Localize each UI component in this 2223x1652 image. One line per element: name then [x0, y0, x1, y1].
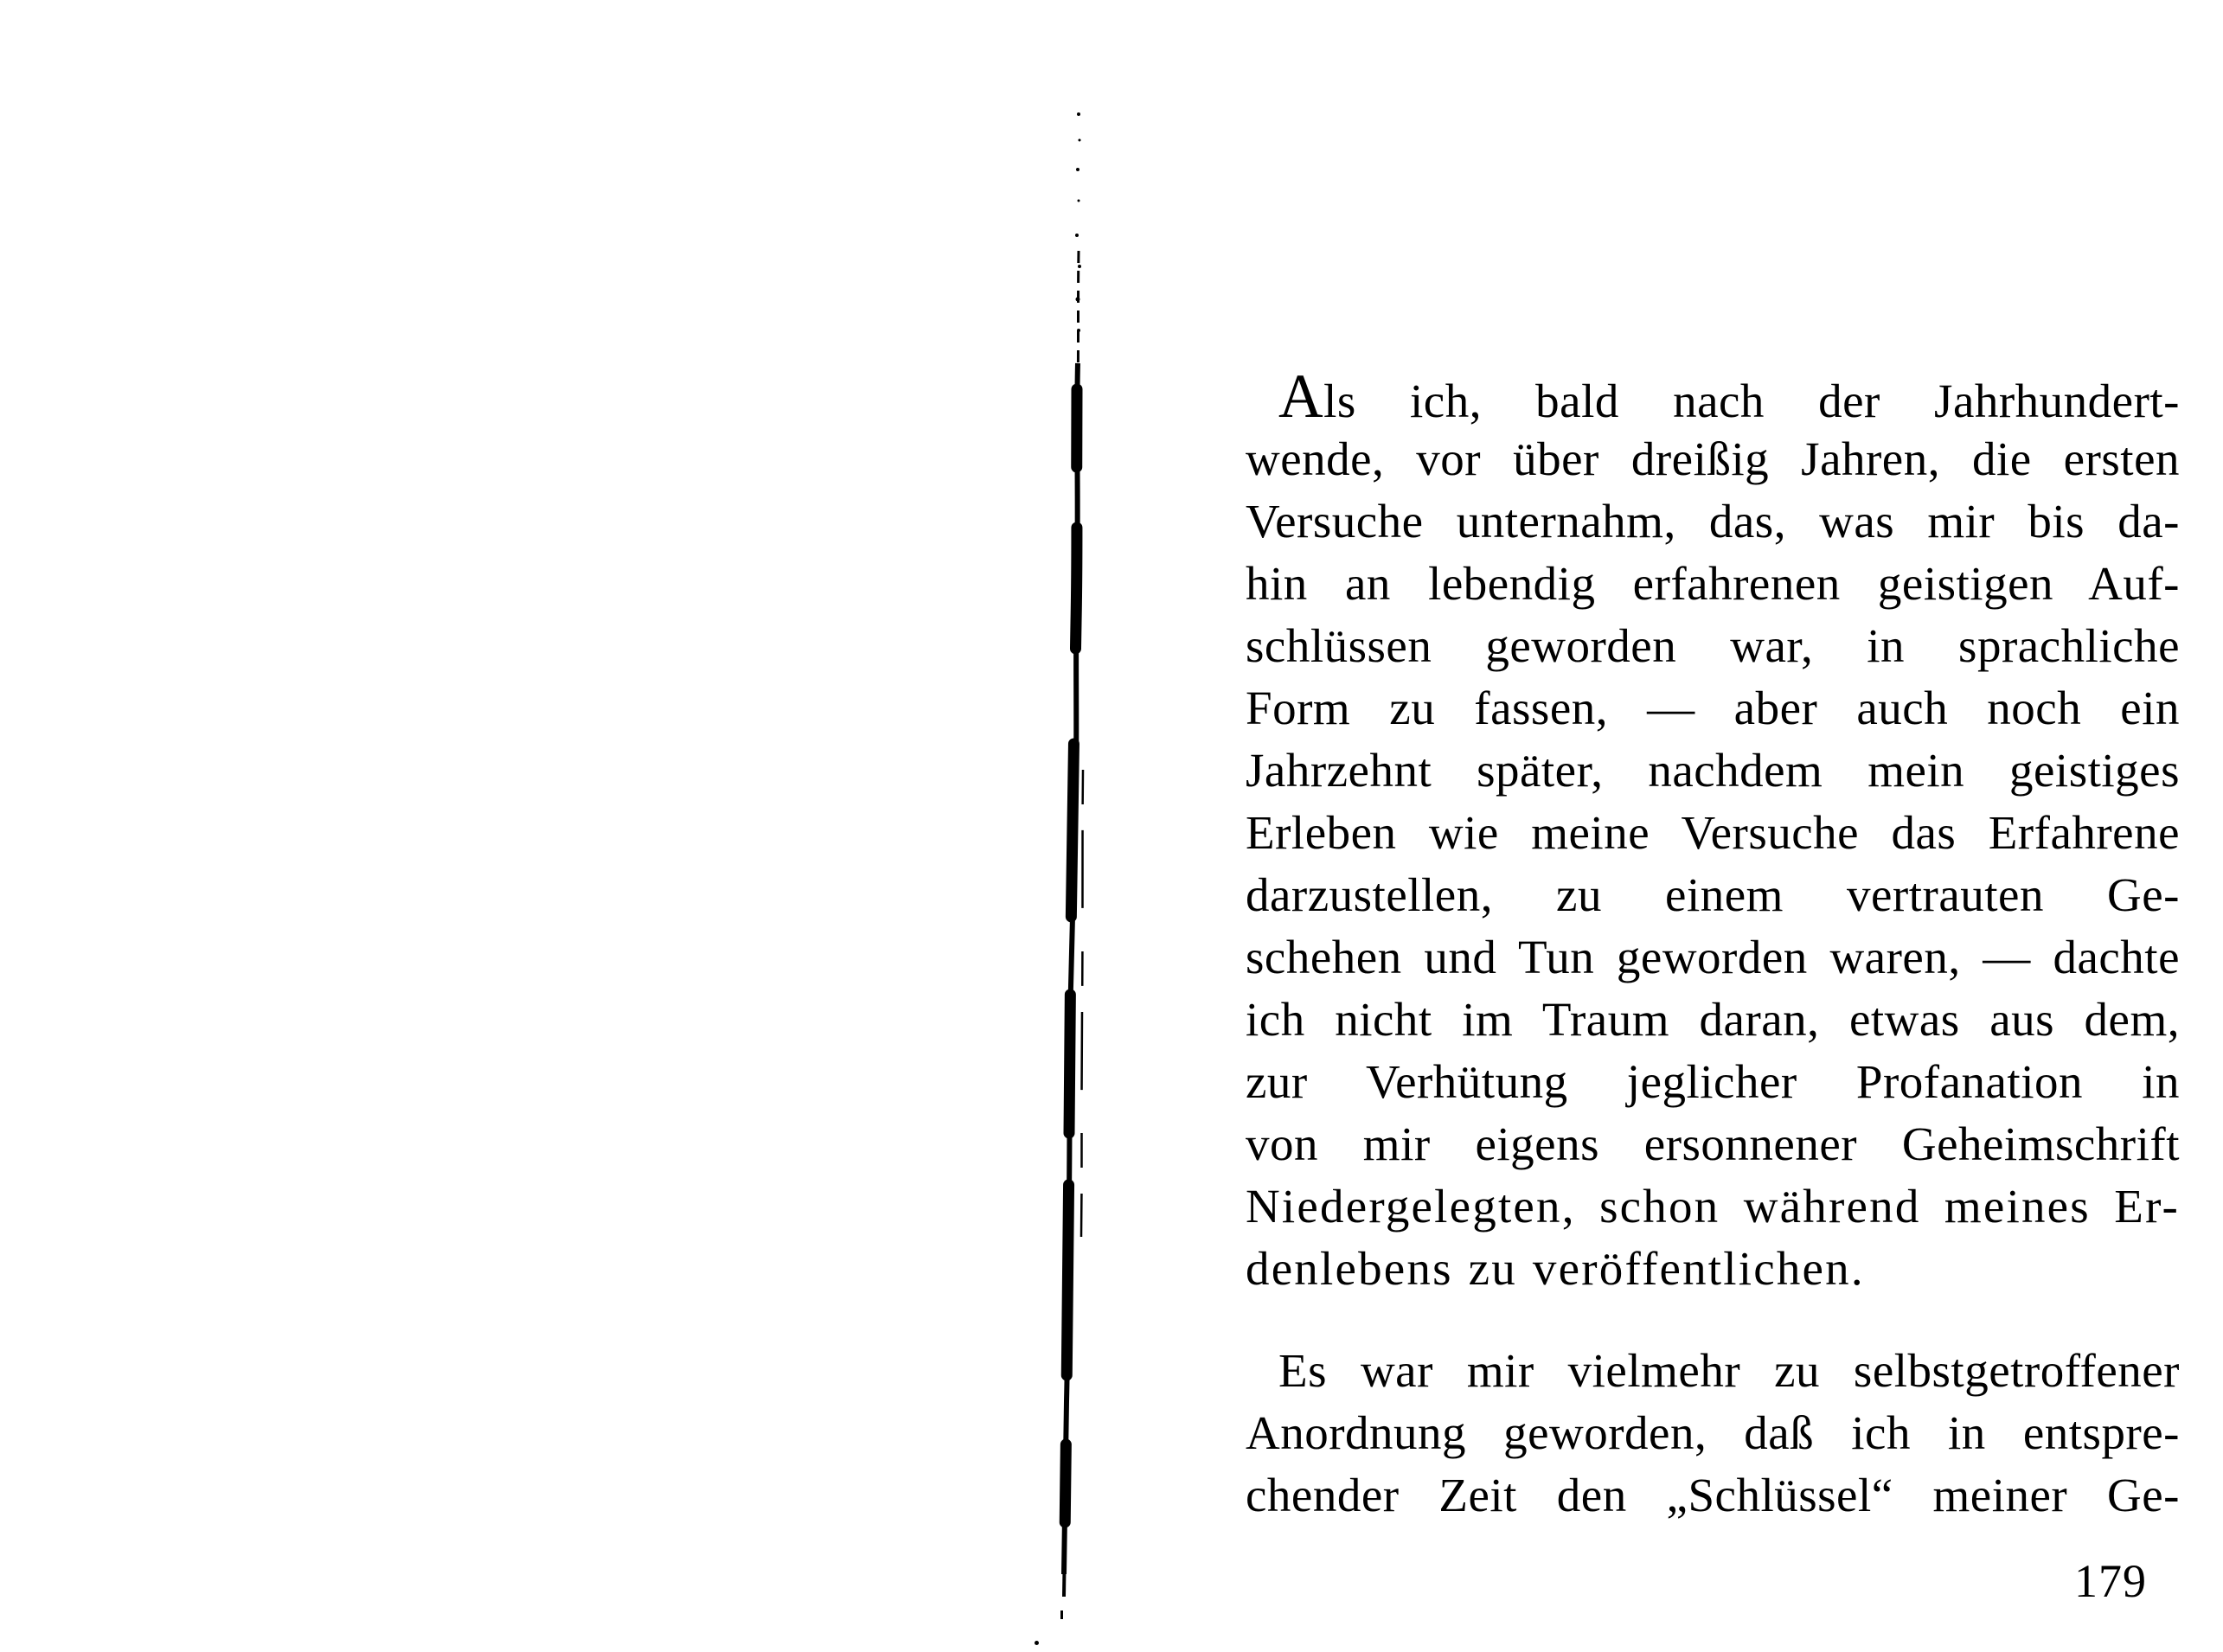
text-line: chender Zeit den „Schlüssel“ meiner Ge-	[1246, 1469, 2180, 1521]
text-line: darzustellen, zu einem vertrauten Ge-	[1246, 868, 2180, 921]
text-block	[1246, 366, 2180, 1527]
text-line: Jahrzehnt später, nachdem mein geistiges	[1246, 744, 2180, 797]
paragraph	[1246, 366, 2180, 1300]
binding-gutter-artifact	[1057, 104, 1095, 1626]
text-line: Als ich, bald nach der Jahrhundert-	[1278, 366, 2180, 428]
text-line: schlüssen geworden war, in sprachliche	[1246, 619, 2180, 672]
text-line: Es war mir vielmehr zu selbstgetroffener	[1278, 1344, 2180, 1397]
text-line: wende, vor über dreißig Jahren, die ersten	[1246, 432, 2180, 485]
text-line: denlebens zu veröffentlichen.	[1246, 1242, 1865, 1295]
text-line: von mir eigens ersonnener Geheimschrift	[1246, 1117, 2180, 1170]
text-line: ich nicht im Traum daran, etwas aus dem,	[1246, 993, 2180, 1046]
text-line: zur Verhütung jeglicher Profanation in	[1246, 1055, 2180, 1108]
ink-speck	[1035, 1641, 1039, 1645]
text-line: schehen und Tun geworden waren, — dachte	[1246, 931, 2180, 983]
text-line: Erleben wie meine Versuche das Erfahrene	[1246, 806, 2180, 859]
text-line: Versuche unternahm, das, was mir bis da-	[1246, 495, 2180, 547]
gutter-ink-streak-icon	[1057, 104, 1095, 1626]
text-line: Anordnung geworden, daß ich in entspre-	[1246, 1406, 2180, 1459]
text-line: hin an lebendig erfahrenen geistigen Auf-	[1246, 557, 2180, 610]
text-line: Niedergelegten, schon während meines Er-	[1246, 1180, 2180, 1233]
text-line: Form zu fassen, — aber auch noch ein	[1246, 682, 2180, 734]
page-number: 179	[2074, 1555, 2147, 1607]
paragraph	[1246, 1340, 2180, 1527]
